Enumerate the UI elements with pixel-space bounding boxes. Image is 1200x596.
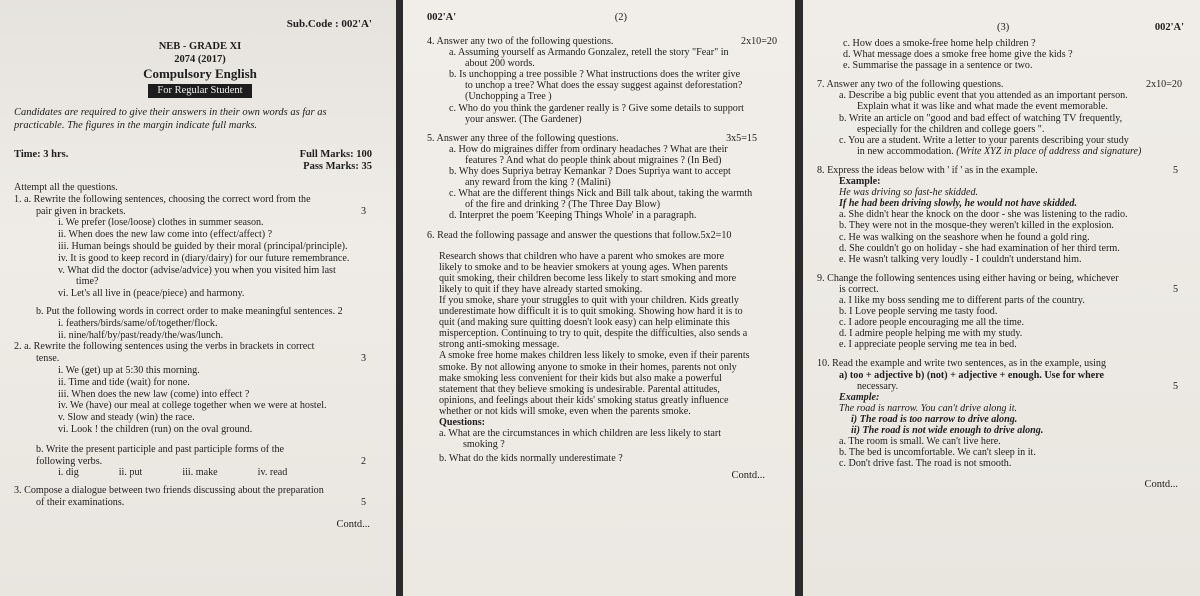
list-item: iv. It is good to keep record in (diary/dairy) for our future remembrance. xyxy=(58,252,350,264)
question-10-cont xyxy=(817,381,1192,392)
subject-title: Compulsory English xyxy=(143,66,257,81)
question-text: pair given in brackets. xyxy=(36,205,126,217)
question-5b: b. Why does Supriya betray Kemankar ? Does Supriya want to accept xyxy=(449,166,731,178)
time-allowed: Time: 3 hrs. xyxy=(14,149,69,160)
passage-line: smoke. By not allowing anyone to smoke in their homes, parents not only xyxy=(439,361,737,373)
passage-line: statement that they believe smoking is undesirable. Parental attitudes, xyxy=(439,383,720,395)
question-text: 4. Answer any two of the following questions. xyxy=(427,36,614,47)
question-text: 7. Answer any two of the following questions. xyxy=(817,79,1004,91)
list-item: iii. When does the new law (come) into effect ? xyxy=(58,388,250,400)
verb-list xyxy=(14,467,386,479)
questions-label: Questions: xyxy=(439,417,485,428)
verb-item: ii. put xyxy=(118,467,143,479)
question-note: (Write XYZ in place of address and signature) xyxy=(956,145,1142,157)
question-4b: b. Is unchopping a tree possible ? What instructions does the writer give xyxy=(449,69,741,81)
list-item: i. We (get) up at 5:30 this morning. xyxy=(58,364,200,376)
question-4c: c. Who do you think the gardener really is ? Give some details to support xyxy=(449,102,744,114)
time-marks-row xyxy=(14,149,386,161)
question-marks: 2x10=20 xyxy=(741,36,777,47)
list-item: ii. When does the new law come into (effect/affect) ? xyxy=(58,229,273,241)
sub-code: 002'A' xyxy=(1154,22,1184,33)
question-6d: d. What message does a smoke free home give the kids ? xyxy=(843,49,1073,61)
contd-label: Contd... xyxy=(336,518,370,530)
question-9: 9. Change the following sentences using either having or being, whichever xyxy=(817,272,1119,284)
attempt-instruction: Attempt all the questions. xyxy=(14,182,118,193)
question-6b: b. What do the kids normally underestimate ? xyxy=(439,453,623,465)
exam-year: 2074 (2017) xyxy=(174,54,226,65)
passage-line: If you smoke, share your struggles to quit with your children. Kids greatly xyxy=(439,294,739,306)
passage-line: quit (and making sure quitting doesn't look easy) can help eliminate this xyxy=(439,317,730,329)
question-6a: a. What are the circumstances in which children are less likely to start xyxy=(439,428,722,440)
question-marks: 3 xyxy=(360,205,366,217)
question-marks: 5 xyxy=(1172,164,1178,176)
reading-passage xyxy=(427,251,777,417)
page-number: (2) xyxy=(614,12,627,23)
passage-line: likely to smoke and to be heavier smokers at young ages. When parents xyxy=(439,261,728,273)
example-answer: If he had been driving slowly, he would not have skidded. xyxy=(839,198,1077,210)
list-item: a. She didn't hear the knock on the door - she was listening to the radio. xyxy=(839,209,1128,221)
question-text: in new accommodation. xyxy=(857,145,954,157)
question-marks: 5 xyxy=(1172,283,1178,295)
list-item: ii. nine/half/by/past/ready/the/was/lunch. xyxy=(58,329,224,341)
question-1a: 1. a. Rewrite the following sentences, choosing the correct word from the xyxy=(14,193,311,205)
question-2b: b. Write the present participle and past participle forms of the xyxy=(36,443,285,455)
list-item: c. He was walking on the seashore when he found a gold ring. xyxy=(839,231,1090,243)
question-text: 8. Express the ideas below with ' if ' as in the example. xyxy=(817,164,1038,176)
list-item: c. I adore people encouraging me all the time. xyxy=(839,317,1024,329)
question-4a: a. Assuming yourself as Armando Gonzalez, retell the story "Fear" in xyxy=(449,47,729,59)
question-7b-cont: especially for the children and college goers ". xyxy=(857,123,1045,135)
question-1a-cont xyxy=(14,206,386,218)
question-marks: 3 xyxy=(360,353,366,365)
question-10-cont: a) too + adjective b) (not) + adjective + enough. Use for where xyxy=(839,369,1104,381)
question-2a: 2. a. Rewrite the following sentences using the verbs in brackets in correct xyxy=(14,341,315,353)
question-text: of their examinations. xyxy=(36,496,125,508)
example-sentence: The road is narrow. You can't drive along it. xyxy=(839,402,1018,414)
example-label: Example: xyxy=(839,176,881,188)
list-item: i. We prefer (lose/loose) clothes in summer season. xyxy=(58,217,264,229)
exam-page-1 xyxy=(0,0,396,596)
list-item: ii. Time and tide (wait) for none. xyxy=(58,376,190,388)
question-marks: 3x5=15 xyxy=(726,132,757,144)
example-answer: ii) The road is not wide enough to drive along. xyxy=(851,425,1044,436)
question-6a-cont: smoking ? xyxy=(463,439,505,451)
question-5c-cont: of the fire and drinking ? (The Three Day Blow) xyxy=(465,199,661,211)
instructions xyxy=(14,107,386,132)
question-5a-cont: features ? And what do people think about migraines ? (In Bed) xyxy=(465,154,722,166)
verb-item: i. dig xyxy=(58,467,79,479)
passage-line: make smoking less convenient for their kids but also make a powerful xyxy=(439,372,722,384)
page-header xyxy=(817,22,1192,34)
contd-label: Contd... xyxy=(1144,479,1178,491)
question-7b: b. Write an article on "good and bad effect of watching TV frequently, xyxy=(839,112,1123,124)
passage-line: opinions, and feelings about their kids' smoking status greatly influence xyxy=(439,394,729,406)
list-item: v. What did the doctor (advise/advice) you when you visited him last xyxy=(58,264,336,276)
question-10: 10. Read the example and write two sentences, as in the example, using xyxy=(817,358,1106,370)
question-1b: b. Put the following words in correct order to make meaningful sentences. 2 xyxy=(36,305,343,317)
question-7a: a. Describe a big public event that you attended as an important person. xyxy=(839,90,1128,102)
question-6: 6. Read the following passage and answer the questions that follow.5x2=10 xyxy=(427,229,732,241)
sub-code: Sub.Code : 002'A' xyxy=(286,18,372,30)
list-item: b. The bed is uncomfortable. We can't sleep in it. xyxy=(839,447,1036,459)
passage-line: underestimate how difficult it is to quit smoking. Showing how hard it is to xyxy=(439,306,743,318)
question-text: necessary. xyxy=(857,380,899,392)
list-item: vi. Let's all live in (peace/piece) and harmony. xyxy=(58,288,245,300)
question-3: 3. Compose a dialogue between two friends discussing about the preparation xyxy=(14,485,324,497)
question-4b-cont: (Unchopping a Tree ) xyxy=(465,91,552,103)
passage-line: likely to quit if they have already started smoking. xyxy=(439,283,643,295)
list-item: b. They were not in the mosque-they weren't killed in the explosion. xyxy=(839,220,1114,232)
example-answer: i) The road is too narrow to drive along. xyxy=(851,413,1018,425)
passage-line: A smoke free home makes children less likely to smoke, even if their parents xyxy=(439,350,750,362)
question-7a-cont: Explain what it was like and what made the event memorable. xyxy=(857,101,1108,113)
list-item: d. I admire people helping me with my study. xyxy=(839,328,1023,340)
list-item: a. The room is small. We can't live here. xyxy=(839,436,1001,448)
question-5a: a. How do migraines differ from ordinary headaches ? What are their xyxy=(449,143,728,155)
question-2b-cont xyxy=(14,456,386,468)
board-name: NEB - GRADE XI xyxy=(158,41,242,52)
instruction-line: practicable. The figures in the margin indicate full marks. xyxy=(14,119,258,131)
question-text: is correct. xyxy=(839,283,879,295)
question-5d: d. Interpret the poem 'Keeping Things Whole' in a paragraph. xyxy=(449,210,697,222)
list-item: iv. We (have) our meal at college together when we were at hostel. xyxy=(58,400,327,412)
student-type-badge: For Regular Student xyxy=(148,84,252,98)
page-header xyxy=(427,12,777,24)
question-7 xyxy=(817,79,1192,90)
passage-line: strong anti-smoking message. xyxy=(439,339,560,351)
question-8 xyxy=(817,165,1192,176)
list-item: a. I like my boss sending me to different parts of the country. xyxy=(839,294,1085,306)
question-4b-cont: to unchop a tree? What does the essay suggest against deforestation? xyxy=(465,80,743,92)
list-item: d. She couldn't go on holiday - she had examination of her third term. xyxy=(839,242,1120,254)
question-3-cont xyxy=(14,497,386,509)
question-6c: c. How does a smoke-free home help children ? xyxy=(843,38,1036,49)
question-4 xyxy=(427,36,777,47)
example-sentence: He was driving so fast-he skidded. xyxy=(839,187,979,199)
passage-line: Research shows that children who have a parent who smokes are more xyxy=(439,250,725,262)
question-marks: 5 xyxy=(360,496,366,508)
pass-marks: Pass Marks: 35 xyxy=(303,161,372,172)
question-marks: 2 xyxy=(360,455,366,467)
passage-line: whether or not kids will smoke, even when the parents smoke. xyxy=(439,405,691,417)
board-title xyxy=(14,40,386,66)
list-item: v. Slow and steady (win) the race. xyxy=(58,412,195,424)
question-7c: c. You are a student. Write a letter to your parents describing your study xyxy=(839,134,1129,146)
list-item: c. Don't drive fast. The road is not smooth. xyxy=(839,458,1012,470)
question-text: tense. xyxy=(36,353,60,365)
question-5 xyxy=(427,133,777,144)
verb-item: iii. make xyxy=(182,467,218,479)
question-4a-cont: about 200 words. xyxy=(465,58,535,70)
exam-page-3 xyxy=(803,0,1200,596)
example-label: Example: xyxy=(839,391,880,403)
passage-line: quit smoking, their children become less likely to start smoking and more xyxy=(439,272,737,284)
question-4c-cont: your answer. (The Gardener) xyxy=(465,113,582,125)
instruction-line: Candidates are required to give their answers in their own words as far as xyxy=(14,107,327,118)
verb-item: iv. read xyxy=(257,467,288,479)
question-5b-cont: any reward from the king ? (Malini) xyxy=(465,177,611,189)
list-item: vi. Look ! the children (run) on the oval ground. xyxy=(58,423,253,435)
question-5c: c. What are the different things Nick and Bill talk about, taking the warmth xyxy=(449,188,753,200)
passage-line: misperception. Continuing to try to quit, despite the difficulties, also sends a xyxy=(439,328,748,340)
question-marks: 2x10=20 xyxy=(1146,79,1182,91)
list-item: time? xyxy=(76,276,99,288)
question-9-cont xyxy=(817,284,1192,295)
page-number: (3) xyxy=(997,22,1010,33)
question-text: 5. Answer any three of the following questions. xyxy=(427,132,619,144)
question-text: following verbs. xyxy=(36,455,103,467)
full-marks: Full Marks: 100 xyxy=(299,149,372,160)
exam-page-2 xyxy=(403,0,795,596)
question-7c-cont xyxy=(817,146,1192,157)
contd-label: Contd... xyxy=(731,470,765,482)
question-2a-cont xyxy=(14,353,386,365)
question-6e: e. Summarise the passage in a sentence or two. xyxy=(843,60,1033,72)
list-item: e. He wasn't talking very loudly - I couldn't understand him. xyxy=(839,253,1082,265)
list-item: b. I Love people serving me tasty food. xyxy=(839,306,998,318)
question-marks: 5 xyxy=(1172,380,1178,392)
sub-code: 002'A' xyxy=(427,12,457,23)
list-item: e. I appreciate people serving me tea in bed. xyxy=(839,339,1017,351)
list-item: iii. Human beings should be guided by their moral (principal/principle). xyxy=(58,240,348,252)
list-item: i. feathers/birds/same/of/together/flock. xyxy=(58,317,218,329)
